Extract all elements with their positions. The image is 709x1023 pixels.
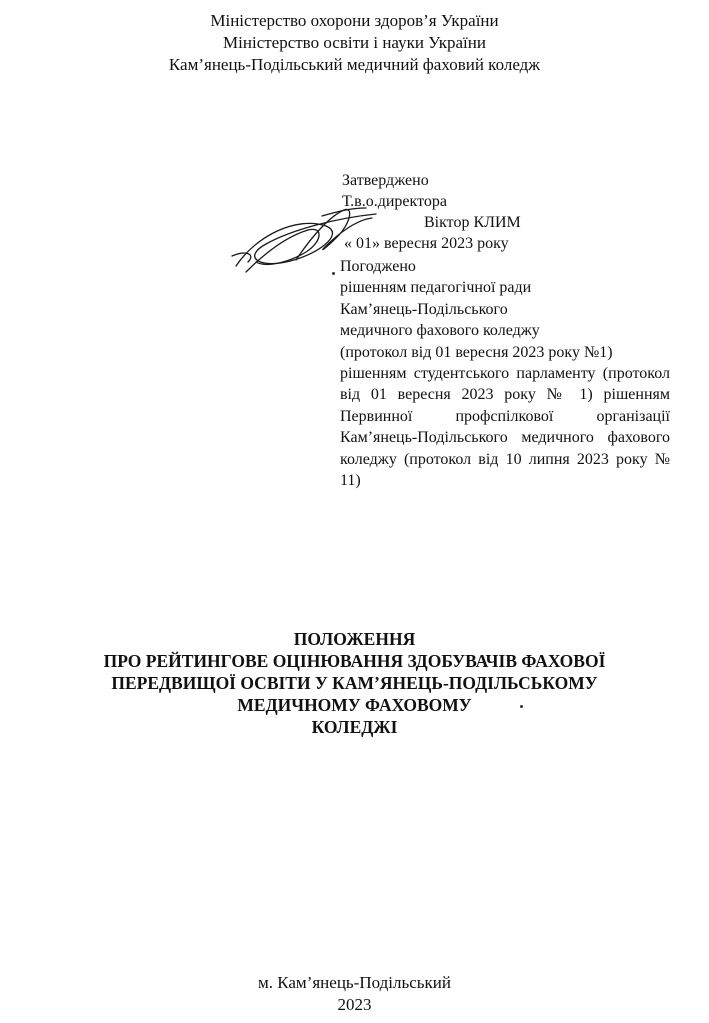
document-footer — [0, 972, 709, 1016]
footer-city: м. Кам’янець-Подільський — [258, 973, 451, 992]
ink-speck — [520, 705, 523, 708]
title-line-3: ПЕРЕДВИЩОЇ ОСВІТИ У КАМ’ЯНЕЦЬ-ПОДІЛЬСЬКОМУ — [111, 673, 598, 693]
ink-speck — [332, 272, 335, 275]
council-decision-line: рішенням педагогічної ради — [340, 279, 532, 297]
header-line-college: Кам’янець-Подільський медичний фаховий коледж — [168, 55, 541, 74]
document-title — [0, 628, 709, 738]
footer-year: 2023 — [337, 995, 372, 1014]
title-line-1: ПОЛОЖЕННЯ — [293, 629, 416, 649]
title-line-2: ПРО РЕЙТИНГОВЕ ОЦІНЮВАННЯ ЗДОБУВАЧІВ ФАХОВОЇ — [103, 651, 606, 671]
approval-date: « 01» вересня 2023 року — [344, 235, 509, 252]
agreed-label: Погоджено — [340, 258, 416, 275]
ministry-header — [0, 10, 709, 76]
council-protocol: (протокол від 01 вересня 2023 року №1) — [340, 343, 613, 361]
council-college-line-2: медичного фахового коледжу — [340, 322, 540, 340]
parliament-and-union-decision: рішенням студентського парламенту (протокол від 01 вересня 2023 року № 1) рішенням Первинної профспілкової організації Кам’янець-Подільського медичного фахового коледжу (протокол від 10 липня 2023 року № 11) — [340, 365, 670, 490]
approved-label: Затверджено — [342, 172, 429, 189]
director-position: Т.в.о.директора — [342, 193, 447, 210]
header-line-ministry-education: Міністерство освіти і науки України — [223, 33, 486, 52]
title-line-5: КОЛЕДЖІ — [311, 717, 398, 737]
header-line-ministry-health: Міністерство охорони здоров’я України — [210, 11, 499, 30]
director-name: Віктор КЛИМ — [424, 214, 521, 231]
council-college-line-1: Кам’янець-Подільського — [340, 300, 508, 318]
agreement-block — [340, 256, 670, 491]
title-line-4: МЕДИЧНОМУ ФАХОВОМУ — [237, 695, 472, 715]
